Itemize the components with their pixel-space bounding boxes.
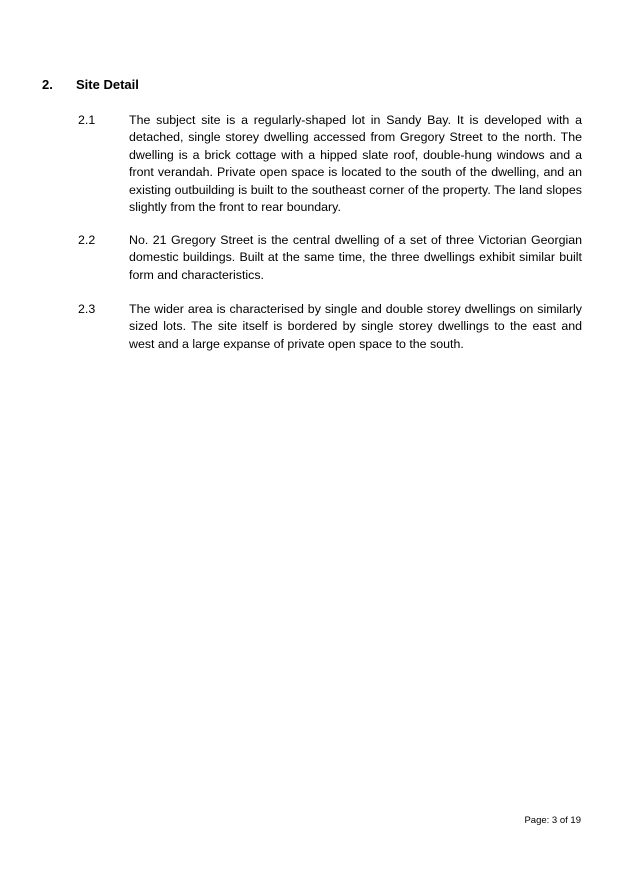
section-heading: [42, 77, 139, 92]
paragraph-text: The subject site is a regularly-shaped lot in Sandy Bay. It is developed with a detached, single storey dwelling accessed from Gregory Street to the north. The dwelling is a brick cottage with a hipped slate roof, double-hung windows and a front verandah. Private open space is located to the south of the dwelling, and an existing outbuilding is built to the southeast corner of the property. The land slopes slightly from the front to rear boundary.: [129, 113, 582, 215]
paragraph-2-1: [78, 112, 582, 216]
paragraph-number: 2.3: [78, 302, 96, 316]
paragraph-2-2: [78, 232, 582, 284]
section-title: Site Detail: [76, 77, 139, 92]
paragraph-2-3: [78, 301, 582, 353]
paragraph-number: 2.2: [78, 233, 96, 247]
paragraph-number: 2.1: [78, 113, 96, 127]
section-number: 2.: [42, 77, 53, 92]
paragraph-text: The wider area is characterised by single and double storey dwellings on similarly sized lots. The site itself is bordered by single storey dwellings to the east and west and a large expanse of private open space to the south.: [129, 302, 582, 351]
page-footer: [524, 815, 581, 826]
page-number-label: Page: 3 of 19: [524, 815, 581, 826]
paragraph-text: No. 21 Gregory Street is the central dwelling of a set of three Victorian Georgian domestic buildings. Built at the same time, the three dwellings exhibit similar built form and characteristics.: [129, 233, 582, 282]
